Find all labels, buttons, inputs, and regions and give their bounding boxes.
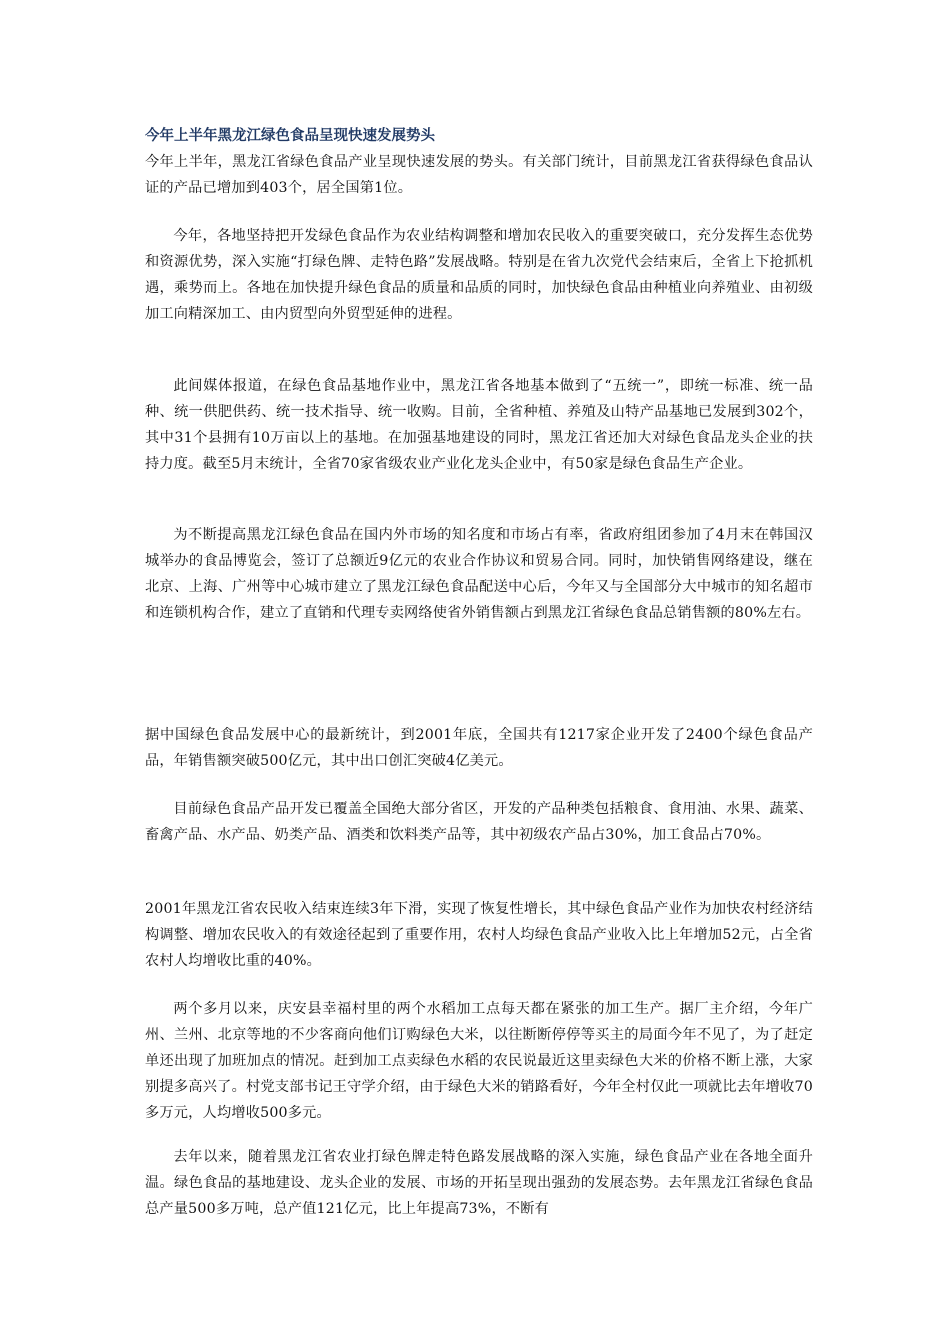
- paragraph: 目前绿色食品产品开发已覆盖全国绝大部分省区，开发的产品种类包括粮食、食用油、水果、蔬菜、畜禽产品、水产品、奶类产品、酒类和饮料类产品等，其中初级农产品占30%，加工食品占70%。: [145, 801, 813, 843]
- paragraph: 今年上半年，黑龙江省绿色食品产业呈现快速发展的势头。有关部门统计，目前黑龙江省获得绿色食品认证的产品已增加到403个，居全国第1位。: [145, 154, 813, 196]
- document-title: 今年上半年黑龙江绿色食品呈现快速发展势头: [145, 128, 435, 144]
- paragraph: 2001年黑龙江省农民收入结束连续3年下滑，实现了恢复性增长，其中绿色食品产业作为加快农村经济结构调整、增加农民收入的有效途径起到了重要作用，农村人均绿色食品产业收入比上年增加52元，占全省农村人均增收比重的40%。: [145, 901, 813, 969]
- paragraph: 今年，各地坚持把开发绿色食品作为农业结构调整和增加农民收入的重要突破口，充分发挥生态优势和资源优势，深入实施“打绿色牌、走特色路”发展战略。特别是在省九次党代会结束后，全省上下抢抓机遇，乘势而上。各地在加快提升绿色食品的质量和品质的同时，加快绿色食品由种植业向养殖业、由初级加工向精深加工、由内贸型向外贸型延伸的进程。: [145, 228, 813, 322]
- paragraph: 此间媒体报道，在绿色食品基地作业中，黑龙江省各地基本做到了“五统一”，即统一标准、统一品种、统一供肥供药、统一技术指导、统一收购。目前，全省种植、养殖及山特产品基地已发展到302个，其中31个县拥有10万亩以上的基地。在加强基地建设的同时，黑龙江省还加大对绿色食品龙头企业的扶持力度。截至5月末统计，全省70家省级农业产业化龙头企业中，有50家是绿色食品生产企业。: [145, 378, 813, 472]
- paragraph: 为不断提高黑龙江绿色食品在国内外市场的知名度和市场占有率，省政府组团参加了4月末在韩国汉城举办的食品博览会，签订了总额近9亿元的农业合作协议和贸易合同。同时，加快销售网络建设，继在北京、上海、广州等中心城市建立了黑龙江绿色食品配送中心后，今年又与全国部分大中城市的知名超市和连锁机构合作，建立了直销和代理专卖网络使省外销售额占到黑龙江省绿色食品总销售额的80%左右。: [145, 527, 813, 621]
- paragraph: 两个多月以来，庆安县幸福村里的两个水稻加工点每天都在紧张的加工生产。据厂主介绍，今年广州、兰州、北京等地的不少客商向他们订购绿色大米，以往断断停停等买主的局面今年不见了，为了赶定单还出现了加班加点的情况。赶到加工点卖绿色水稻的农民说最近这里卖绿色大米的价格不断上涨，大家别提多高兴了。村党支部书记王守学介绍，由于绿色大米的销路看好，今年全村仅此一项就比去年增收70多万元，人均增收500多元。: [145, 1001, 813, 1121]
- paragraph: 据中国绿色食品发展中心的最新统计，到2001年底，全国共有1217家企业开发了2400个绿色食品产品，年销售额突破500亿元，其中出口创汇突破4亿美元。: [145, 727, 813, 769]
- paragraph: 去年以来，随着黑龙江省农业打绿色牌走特色路发展战略的深入实施，绿色食品产业在各地全面升温。绿色食品的基地建设、龙头企业的发展、市场的开拓呈现出强劲的发展态势。去年黑龙江省绿色食品总产量500多万吨，总产值121亿元，比上年提高73%，不断有: [145, 1149, 813, 1217]
